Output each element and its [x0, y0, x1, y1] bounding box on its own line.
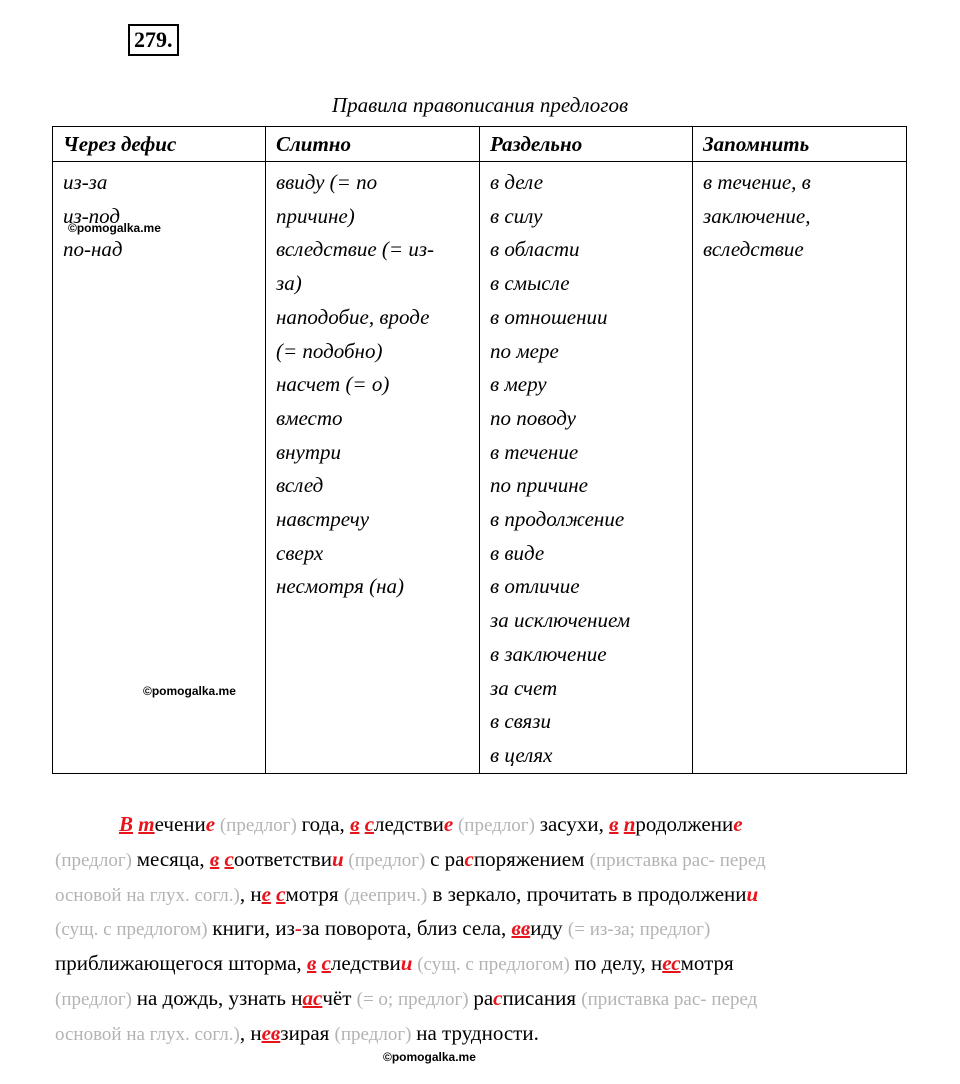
watermark: ©pomogalka.me: [143, 684, 236, 698]
column-remember: [693, 162, 907, 774]
table-cell-item: вследствие (= из-: [276, 237, 435, 262]
highlighted-underlined-letter: т: [138, 812, 155, 836]
table-cell-item: вследствие: [703, 237, 804, 262]
text-segment: чёт: [322, 985, 357, 1010]
text-segment: с ра: [430, 846, 465, 871]
table-cell-item: из-за: [63, 170, 108, 194]
table-cell-item: в течение: [490, 439, 579, 464]
table-cell-item: в заключение: [490, 641, 607, 666]
text-segment: оответстви: [233, 846, 332, 871]
table-cell-item: причине): [276, 203, 355, 228]
table-cell-item: навстречу: [276, 507, 370, 532]
text-segment: мотря: [285, 881, 344, 906]
watermark: ©pomogalka.me: [68, 221, 161, 235]
table-cell-item: по поводу: [490, 405, 576, 430]
highlighted-underlined-letter: ас: [302, 985, 323, 1010]
table-cell-item: в виде: [490, 540, 545, 565]
table-cell-item: за): [276, 271, 302, 296]
highlighted-underlined-letter: в: [306, 951, 317, 976]
table-cell-item: по причине: [490, 473, 589, 498]
text-segment: писания: [502, 985, 582, 1010]
table-cell-item: вслед: [276, 473, 324, 498]
table-cell-item: внутри: [276, 439, 342, 464]
highlighted-underlined-letter: е: [261, 881, 271, 906]
paragraph-line: [55, 843, 911, 878]
grammar-note: (предлог): [215, 815, 302, 836]
highlighted-underlined-letter: с: [321, 951, 331, 976]
text-segment: года,: [301, 812, 351, 836]
paragraph-line: [55, 1017, 911, 1052]
grammar-note: (приставка рас- перед: [581, 988, 758, 1010]
paragraph-line: [55, 808, 911, 843]
grammar-note: (предлог): [453, 815, 540, 836]
text-segment: зирая: [280, 1020, 335, 1045]
highlighted-letter: с: [464, 846, 474, 871]
grammar-note: основой на глух. согл.): [55, 884, 240, 906]
table-header-row: [53, 127, 907, 162]
table-cell-item: в силу: [490, 203, 543, 228]
table-cell-item: в области: [490, 237, 580, 262]
exercise-paragraph: [55, 808, 911, 1052]
highlighted-underlined-letter: В: [119, 812, 134, 836]
highlighted-letter: -: [294, 916, 302, 941]
table-cell-item: в деле: [490, 170, 544, 194]
table-cell-item: по мере: [490, 338, 559, 363]
grammar-note: (предлог): [334, 1023, 417, 1045]
table-cell-item: наподобие, вроде: [276, 304, 430, 329]
text-segment: по делу, н: [574, 951, 663, 976]
grammar-note: (предлог): [55, 849, 137, 871]
header-remember: Запомнить: [693, 127, 907, 162]
table-cell-item: сверх: [276, 540, 324, 565]
text-segment: , н: [239, 881, 262, 906]
watermark: ©pomogalka.me: [383, 1050, 476, 1064]
table-cell-item: в продолжение: [490, 507, 625, 532]
text-segment: на дождь, узнать н: [136, 985, 303, 1010]
column-together: [266, 162, 480, 774]
text-segment: на трудности.: [416, 1020, 539, 1045]
table-cell-item: за исключением: [490, 608, 631, 633]
text-segment: за поворота, близ села,: [301, 916, 512, 941]
highlighted-underlined-letter: в: [609, 812, 619, 836]
table-cell-item: заключение,: [703, 203, 811, 228]
highlighted-underlined-letter: ес: [662, 951, 681, 976]
highlighted-underlined-letter: п: [623, 812, 636, 836]
header-hyphenated: Через дефис: [53, 127, 266, 162]
highlighted-letter: и: [400, 951, 413, 976]
text-segment: поряжением: [473, 846, 590, 871]
grammar-note: (предлог): [55, 988, 137, 1010]
text-segment: ечени: [154, 812, 206, 836]
highlighted-underlined-letter: в: [350, 812, 360, 836]
highlighted-letter: и: [331, 846, 344, 871]
table-cell-item: в связи: [490, 709, 551, 734]
table-cell-item: вместо: [276, 405, 343, 430]
table-caption: Правила правописания предлогов: [331, 93, 629, 117]
highlighted-letter: с: [493, 985, 503, 1010]
table-cell-item: из-под: [63, 203, 121, 228]
text-segment: ледстви: [330, 951, 401, 976]
table-body-row: [53, 162, 907, 774]
text-segment: родолжени: [635, 812, 734, 836]
highlighted-underlined-letter: с: [364, 812, 375, 836]
highlighted-letter: е: [733, 812, 743, 836]
text-segment: мотря: [680, 951, 734, 976]
highlighted-underlined-letter: ев: [261, 1020, 281, 1045]
text-segment: в зеркало, прочитать в продолжени: [427, 881, 747, 906]
table-cell-item: в отношении: [490, 304, 608, 329]
table-cell-item: ввиду (= по: [276, 170, 378, 194]
table-cell-item: в отличие: [490, 574, 580, 599]
text-segment: месяца,: [136, 846, 210, 871]
table-cell-item: в целях: [490, 742, 553, 767]
table-cell-item: в смысле: [490, 271, 570, 296]
grammar-note: (дееприч.): [343, 884, 428, 906]
text-segment: ледстви: [374, 812, 444, 836]
text-segment: книги, из: [212, 916, 295, 941]
exercise-number: 279.: [128, 24, 179, 56]
paragraph-line: [55, 912, 911, 947]
highlighted-underlined-letter: вв: [511, 916, 531, 941]
paragraph-line: [55, 878, 911, 913]
column-hyphenated: [53, 162, 266, 774]
table-cell-item: за счет: [490, 675, 558, 700]
highlighted-letter: е: [443, 812, 454, 836]
highlighted-underlined-letter: с: [276, 881, 286, 906]
grammar-note: (приставка рас- перед: [589, 849, 766, 871]
table-cell-item: несмотря (на): [276, 574, 404, 599]
text-segment: ра: [473, 985, 494, 1010]
table-cell-item: в меру: [490, 372, 547, 397]
table-cell-item: в течение, в: [703, 170, 811, 194]
text-segment: засухи,: [539, 812, 610, 836]
table-cell-item: по-над: [63, 237, 123, 262]
grammar-note: (= из-за; предлог): [567, 919, 711, 941]
header-separately: Раздельно: [480, 127, 693, 162]
paragraph-line: [55, 982, 911, 1017]
text-segment: иду: [530, 916, 568, 941]
grammar-note: основой на глух. согл.): [55, 1023, 240, 1045]
text-segment: приближающегося шторма,: [55, 951, 307, 976]
text-segment: , н: [239, 1020, 262, 1045]
highlighted-underlined-letter: в: [209, 846, 220, 871]
highlighted-underlined-letter: с: [224, 846, 234, 871]
table-cell-item: (= подобно): [276, 338, 383, 363]
grammar-note: (сущ. с предлогом): [55, 919, 213, 941]
paragraph-line: [55, 947, 911, 982]
highlighted-letter: и: [746, 881, 759, 906]
highlighted-letter: е: [205, 812, 216, 836]
header-together: Слитно: [266, 127, 480, 162]
grammar-note: (= о; предлог): [356, 988, 474, 1010]
column-separately: [480, 162, 693, 774]
grammar-note: (сущ. с предлогом): [412, 954, 575, 976]
grammar-note: (предлог): [343, 849, 431, 871]
table-cell-item: насчет (= о): [276, 372, 390, 397]
prepositions-rules-table: [52, 126, 907, 774]
